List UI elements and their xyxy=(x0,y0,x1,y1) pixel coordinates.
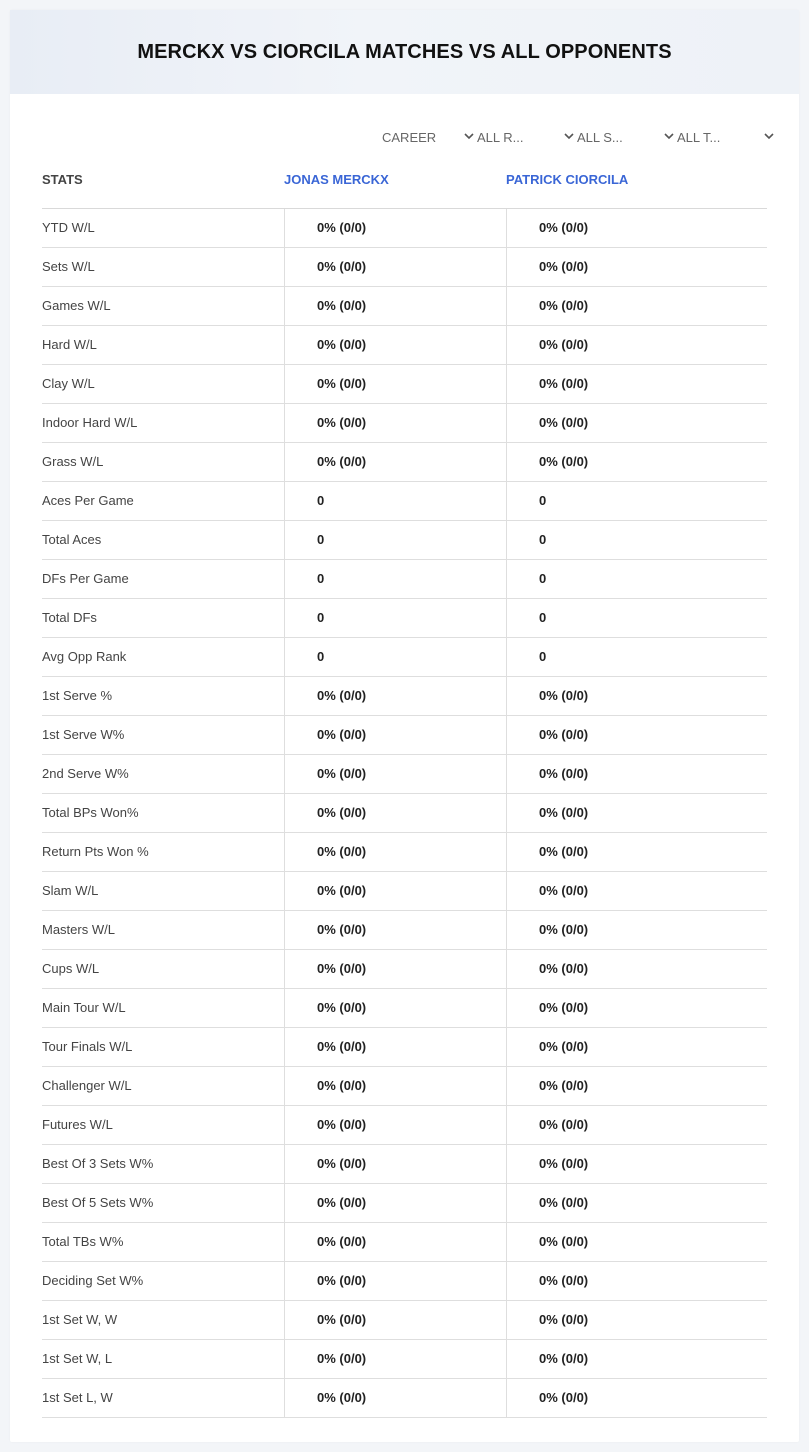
column-header-stats: STATS xyxy=(42,172,83,187)
stats-card xyxy=(10,10,799,1442)
chevron-down-icon xyxy=(664,131,674,141)
player2-cell xyxy=(506,1106,768,1144)
player2-value: 0 xyxy=(539,610,547,625)
player2-value: 0% (0/0) xyxy=(539,1039,589,1054)
stat-label: Total BPs Won% xyxy=(42,805,139,820)
table-row xyxy=(42,1067,767,1106)
player2-value: 0% (0/0) xyxy=(539,688,589,703)
player1-cell xyxy=(284,638,506,676)
player1-value: 0% (0/0) xyxy=(317,298,367,313)
table-row xyxy=(42,1340,767,1379)
player2-cell xyxy=(506,989,768,1027)
table-row xyxy=(42,482,767,521)
stat-label: Total DFs xyxy=(42,610,97,625)
stat-label: Deciding Set W% xyxy=(42,1273,144,1288)
player1-cell xyxy=(284,1145,506,1183)
table-row xyxy=(42,1106,767,1145)
player2-value: 0% (0/0) xyxy=(539,961,589,976)
player2-cell xyxy=(506,1379,768,1417)
stat-label: Challenger W/L xyxy=(42,1078,132,1093)
player2-value: 0% (0/0) xyxy=(539,220,589,235)
player1-cell xyxy=(284,1340,506,1378)
stats-table-header xyxy=(42,170,767,209)
stat-label: Best Of 5 Sets W% xyxy=(42,1195,154,1210)
player1-value: 0% (0/0) xyxy=(317,727,367,742)
player2-cell xyxy=(506,755,768,793)
player2-value: 0% (0/0) xyxy=(539,1078,589,1093)
player2-value: 0% (0/0) xyxy=(539,298,589,313)
player1-value: 0% (0/0) xyxy=(317,688,367,703)
stat-label: Masters W/L xyxy=(42,922,115,937)
player2-cell xyxy=(506,404,768,442)
player2-value: 0% (0/0) xyxy=(539,337,589,352)
table-row xyxy=(42,248,767,287)
player1-cell xyxy=(284,872,506,910)
player2-cell xyxy=(506,911,768,949)
player1-cell xyxy=(284,794,506,832)
player2-cell xyxy=(506,1028,768,1066)
player2-cell xyxy=(506,794,768,832)
player1-value: 0% (0/0) xyxy=(317,337,367,352)
filter-period-select[interactable] xyxy=(382,127,474,147)
stat-label: Clay W/L xyxy=(42,376,95,391)
player2-value: 0% (0/0) xyxy=(539,1195,589,1210)
player1-cell xyxy=(284,365,506,403)
player2-value: 0% (0/0) xyxy=(539,1156,589,1171)
stat-label: Tour Finals W/L xyxy=(42,1039,133,1054)
player1-value: 0% (0/0) xyxy=(317,844,367,859)
stat-label: 2nd Serve W% xyxy=(42,766,129,781)
player2-cell xyxy=(506,833,768,871)
player2-value: 0% (0/0) xyxy=(539,259,589,274)
table-row xyxy=(42,1379,767,1418)
player1-value: 0% (0/0) xyxy=(317,1000,367,1015)
player1-value: 0% (0/0) xyxy=(317,1117,367,1132)
player1-cell xyxy=(284,989,506,1027)
table-row xyxy=(42,209,767,248)
table-row xyxy=(42,1301,767,1340)
player1-cell xyxy=(284,482,506,520)
filter-bar xyxy=(382,127,768,147)
player1-value: 0% (0/0) xyxy=(317,376,367,391)
player2-value: 0% (0/0) xyxy=(539,1351,589,1366)
table-row xyxy=(42,677,767,716)
player2-value: 0% (0/0) xyxy=(539,1390,589,1405)
player1-cell xyxy=(284,209,506,247)
chevron-down-icon xyxy=(564,131,574,141)
table-row xyxy=(42,326,767,365)
table-row xyxy=(42,638,767,677)
table-row xyxy=(42,1184,767,1223)
table-row xyxy=(42,833,767,872)
stat-label: 1st Serve % xyxy=(42,688,113,703)
stats-table-body xyxy=(42,209,767,1418)
player1-value: 0% (0/0) xyxy=(317,1351,367,1366)
table-row xyxy=(42,755,767,794)
table-row xyxy=(42,1262,767,1301)
player2-cell xyxy=(506,326,768,364)
table-row xyxy=(42,911,767,950)
page-header xyxy=(10,10,799,94)
player1-cell xyxy=(284,599,506,637)
player1-value: 0% (0/0) xyxy=(317,1156,367,1171)
player2-value: 0% (0/0) xyxy=(539,727,589,742)
player1-value: 0% (0/0) xyxy=(317,805,367,820)
player1-cell xyxy=(284,911,506,949)
table-row xyxy=(42,1028,767,1067)
stat-label: Games W/L xyxy=(42,298,111,313)
stat-label: Total TBs W% xyxy=(42,1234,124,1249)
player2-cell xyxy=(506,1145,768,1183)
stat-label: Grass W/L xyxy=(42,454,104,469)
player1-value: 0% (0/0) xyxy=(317,961,367,976)
player1-value: 0% (0/0) xyxy=(317,766,367,781)
player2-cell xyxy=(506,716,768,754)
player2-cell xyxy=(506,1223,768,1261)
player2-cell xyxy=(506,950,768,988)
filter-surface-label: ALL S... xyxy=(577,129,623,145)
chevron-down-icon xyxy=(464,131,474,141)
table-row xyxy=(42,404,767,443)
player2-cell xyxy=(506,209,768,247)
player1-cell xyxy=(284,755,506,793)
player2-cell xyxy=(506,1340,768,1378)
stat-label: Aces Per Game xyxy=(42,493,134,508)
player2-value: 0% (0/0) xyxy=(539,376,589,391)
stat-label: Indoor Hard W/L xyxy=(42,415,138,430)
player1-cell xyxy=(284,287,506,325)
stat-label: Best Of 3 Sets W% xyxy=(42,1156,154,1171)
player2-cell xyxy=(506,248,768,286)
player1-value: 0% (0/0) xyxy=(317,1234,367,1249)
player1-cell xyxy=(284,521,506,559)
player1-cell xyxy=(284,1301,506,1339)
filter-tournament-label: ALL T... xyxy=(677,129,721,145)
player2-cell xyxy=(506,521,768,559)
player1-value: 0 xyxy=(317,610,325,625)
player1-value: 0% (0/0) xyxy=(317,1273,367,1288)
player1-cell xyxy=(284,716,506,754)
player1-value: 0% (0/0) xyxy=(317,1312,367,1327)
player2-value: 0% (0/0) xyxy=(539,1117,589,1132)
stat-label: Main Tour W/L xyxy=(42,1000,126,1015)
player2-value: 0% (0/0) xyxy=(539,883,589,898)
column-header-player2[interactable]: PATRICK CIORCILA xyxy=(506,172,629,187)
player1-cell xyxy=(284,1106,506,1144)
player2-cell xyxy=(506,677,768,715)
stat-label: Total Aces xyxy=(42,532,102,547)
player1-cell xyxy=(284,560,506,598)
player2-value: 0% (0/0) xyxy=(539,766,589,781)
player1-cell xyxy=(284,404,506,442)
player1-cell xyxy=(284,1262,506,1300)
filter-tournament-select[interactable] xyxy=(677,127,774,147)
filter-surface-select[interactable] xyxy=(577,127,674,147)
player1-cell xyxy=(284,1379,506,1417)
stat-label: Hard W/L xyxy=(42,337,97,352)
player1-value: 0% (0/0) xyxy=(317,1039,367,1054)
player2-cell xyxy=(506,287,768,325)
stat-label: Sets W/L xyxy=(42,259,95,274)
player2-cell xyxy=(506,365,768,403)
player2-cell xyxy=(506,1067,768,1105)
table-row xyxy=(42,716,767,755)
player1-value: 0 xyxy=(317,532,325,547)
player2-value: 0% (0/0) xyxy=(539,1273,589,1288)
player1-cell xyxy=(284,1028,506,1066)
table-row xyxy=(42,287,767,326)
page-title: MERCKX VS CIORCILA MATCHES VS ALL OPPONENTS xyxy=(137,40,672,63)
table-row xyxy=(42,560,767,599)
player2-value: 0% (0/0) xyxy=(539,922,589,937)
player1-cell xyxy=(284,326,506,364)
player1-value: 0% (0/0) xyxy=(317,1078,367,1093)
player1-value: 0 xyxy=(317,493,325,508)
player2-value: 0% (0/0) xyxy=(539,805,589,820)
table-row xyxy=(42,521,767,560)
table-row xyxy=(42,365,767,404)
player2-value: 0 xyxy=(539,571,547,586)
player2-cell xyxy=(506,1184,768,1222)
player1-value: 0% (0/0) xyxy=(317,1195,367,1210)
player2-cell xyxy=(506,1301,768,1339)
player2-value: 0% (0/0) xyxy=(539,415,589,430)
player1-value: 0% (0/0) xyxy=(317,1390,367,1405)
filter-period-label: CAREER xyxy=(382,129,437,145)
player1-cell xyxy=(284,677,506,715)
player1-value: 0% (0/0) xyxy=(317,454,367,469)
stat-label: Cups W/L xyxy=(42,961,100,976)
player2-value: 0 xyxy=(539,532,547,547)
player2-value: 0% (0/0) xyxy=(539,1000,589,1015)
player1-value: 0 xyxy=(317,571,325,586)
stat-label: Avg Opp Rank xyxy=(42,649,127,664)
table-row xyxy=(42,443,767,482)
player1-cell xyxy=(284,1184,506,1222)
stat-label: DFs Per Game xyxy=(42,571,129,586)
player2-cell xyxy=(506,443,768,481)
player1-cell xyxy=(284,1067,506,1105)
player2-cell xyxy=(506,482,768,520)
player2-value: 0 xyxy=(539,493,547,508)
stat-label: YTD W/L xyxy=(42,220,95,235)
chevron-down-icon xyxy=(764,131,774,141)
player2-cell xyxy=(506,872,768,910)
player2-value: 0% (0/0) xyxy=(539,1234,589,1249)
stat-label: Slam W/L xyxy=(42,883,99,898)
player2-value: 0% (0/0) xyxy=(539,454,589,469)
player2-cell xyxy=(506,599,768,637)
table-row xyxy=(42,599,767,638)
player1-cell xyxy=(284,443,506,481)
table-row xyxy=(42,794,767,833)
player2-cell xyxy=(506,638,768,676)
player2-value: 0% (0/0) xyxy=(539,1312,589,1327)
stat-label: Return Pts Won % xyxy=(42,844,149,859)
player1-value: 0 xyxy=(317,649,325,664)
column-header-player1[interactable]: JONAS MERCKX xyxy=(284,172,389,187)
player2-value: 0% (0/0) xyxy=(539,844,589,859)
player1-value: 0% (0/0) xyxy=(317,259,367,274)
player1-cell xyxy=(284,950,506,988)
table-row xyxy=(42,1223,767,1262)
player1-cell xyxy=(284,833,506,871)
table-row xyxy=(42,950,767,989)
player1-value: 0% (0/0) xyxy=(317,922,367,937)
filter-results-select[interactable] xyxy=(477,127,574,147)
stat-label: 1st Set W, L xyxy=(42,1351,113,1366)
stat-label: 1st Serve W% xyxy=(42,727,125,742)
player2-value: 0 xyxy=(539,649,547,664)
filter-results-label: ALL R... xyxy=(477,129,524,145)
player1-cell xyxy=(284,1223,506,1261)
player2-cell xyxy=(506,560,768,598)
table-row xyxy=(42,872,767,911)
player1-cell xyxy=(284,248,506,286)
stat-label: 1st Set L, W xyxy=(42,1390,113,1405)
player2-cell xyxy=(506,1262,768,1300)
table-row xyxy=(42,1145,767,1184)
stat-label: 1st Set W, W xyxy=(42,1312,118,1327)
stat-label: Futures W/L xyxy=(42,1117,113,1132)
player1-value: 0% (0/0) xyxy=(317,883,367,898)
player1-value: 0% (0/0) xyxy=(317,415,367,430)
table-row xyxy=(42,989,767,1028)
player1-value: 0% (0/0) xyxy=(317,220,367,235)
